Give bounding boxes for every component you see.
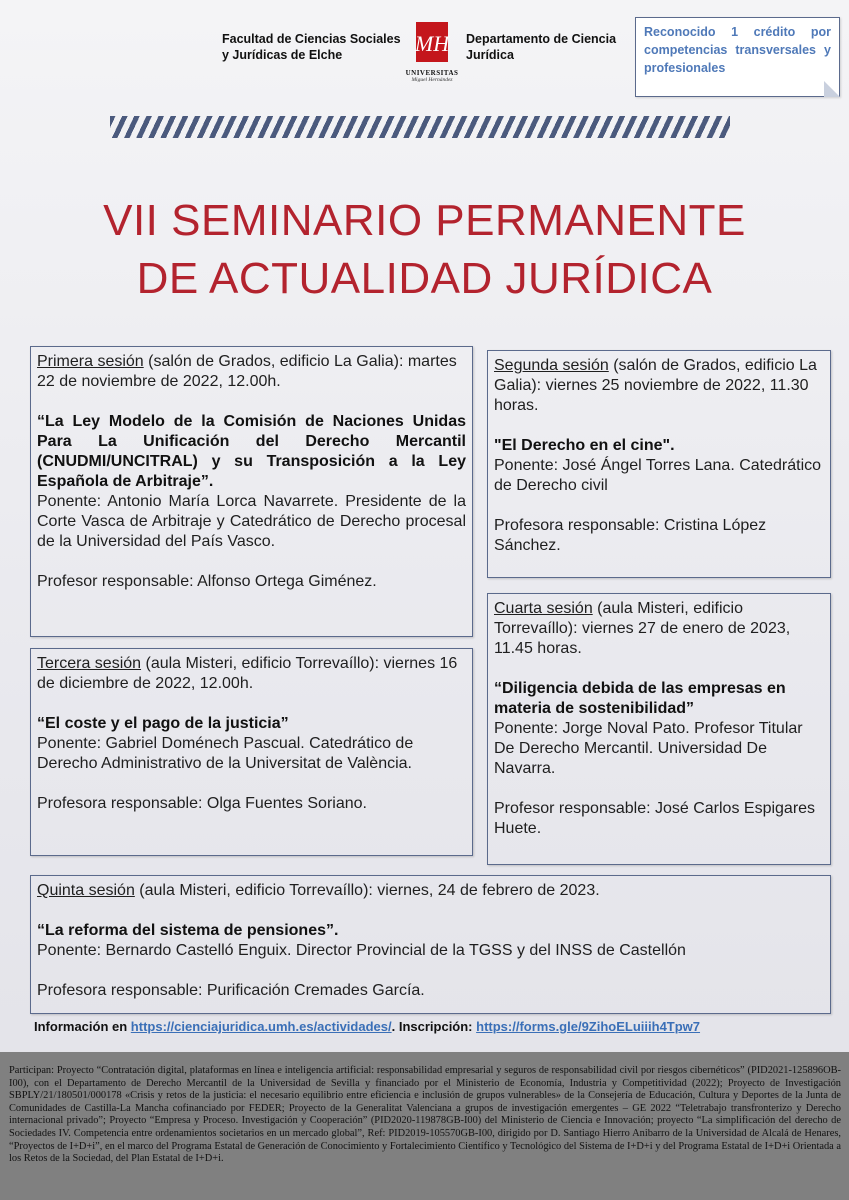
- session-details: (aula Misteri, edificio Torrevaíllo): viernes 27 de enero de 2023, 11.45 horas.: [494, 600, 791, 657]
- signup-link[interactable]: https://forms.gle/9ZihoELuiiih4Tpw7: [476, 1019, 701, 1034]
- session-label: Primera sesión: [37, 353, 144, 370]
- decorative-stripes: [110, 116, 730, 138]
- session-details: (salón de Grados, edificio La Galia): viernes 25 noviembre de 2022, 11.30 horas.: [494, 357, 817, 414]
- university-logo-icon: [410, 20, 454, 64]
- session-responsible: Profesor responsable: José Carlos Espigares Huete.: [494, 800, 816, 837]
- session-speaker: Ponente: José Ángel Torres Lana. Catedrático de Derecho civil: [494, 457, 822, 494]
- credit-badge: [635, 17, 840, 97]
- session-label: Quinta sesión: [37, 882, 135, 899]
- session-speaker: Ponente: Gabriel Doménech Pascual. Catedrático de Derecho Administrativo de la Universitat de València.: [37, 735, 414, 772]
- svg-text:MH: MH: [414, 31, 450, 56]
- session-5: [30, 875, 831, 1014]
- info-prefix: Información en: [34, 1019, 131, 1034]
- faculty-name: Facultad de Ciencias Sociales y Jurídicas de Elche: [222, 32, 401, 62]
- title-line-1: VII SEMINARIO PERMANENTE: [103, 196, 746, 245]
- folded-corner: [824, 81, 840, 97]
- session-responsible: Profesor responsable: Alfonso Ortega Giménez.: [37, 573, 377, 590]
- session-topic: “El coste y el pago de la justicia”: [37, 715, 289, 732]
- session-1: [30, 346, 473, 637]
- session-details: (aula Misteri, edificio Torrevaíllo): viernes, 24 de febrero de 2023.: [134, 882, 600, 899]
- department-name: Departamento de Ciencia Jurídica: [466, 32, 617, 62]
- funding-footer: Participan: Proyecto “Contratación digital, plataformas en línea e inteligencia artificial: responsabilidad empresarial y seguros de responsabilidad civil por riesgos cibernéticos” (PID2021-125896OB-I00), con el Departamento de Derecho Mercantil de la Universidad de Sevilla y financiado por el Ministerio de Economía, Industria y Competitividad (2022); Proyecto de Investigación SBPLY/21/180501/000178 «Crisis y retos de la justicia: el necesario equilibrio entre eficiencia e inclusión de grupos vulnerables» de la Consejería de Educación, Cultura y Deportes de la Junta de Comunidades de Castilla-La Mancha cofinanciado por FEDER; Proyecto de la Generalitat Valenciana a grupos de investigación emergentes – GE 2022 “Teletrabajo transfronterizo y Derecho internacional privado”; Proyecto “Empresa y Proceso. Investigación y Cooperación” (PID2020-119878GB-I00) del Ministerio de Ciencia e Innovación; proyecto “La simplificación del derecho de Sociedades IV. Competencia entre ordenamientos societarios en un mercado global”, Ref: PID2019-105570GB-I00, dirigido por D. Santiago Hierro Anibarro de la Universidad de Alcalá de Henares, “Proyectos de I+D+i”, en el marco del Programa Estatal de Generación de Conocimiento y Fortalecimiento Científico y Tecnológico del Sistema de I+D+i y del Programa Estatal de I+D+i Orientada a los Retos de la Sociedad, del Plan Estatal de I+D+i.: [0, 1052, 849, 1200]
- session-label: Tercera sesión: [37, 655, 142, 672]
- session-topic: "El Derecho en el cine".: [494, 437, 675, 454]
- info-line: [34, 1019, 834, 1034]
- session-2: [487, 350, 831, 578]
- session-responsible: Profesora responsable: Olga Fuentes Soriano.: [37, 795, 367, 812]
- session-details: (salón de Grados, edificio La Galia): martes 22 de noviembre de 2022, 12.00h.: [37, 353, 457, 390]
- session-topic: “La reforma del sistema de pensiones”.: [37, 922, 339, 939]
- university-logo: [404, 20, 460, 92]
- info-middle: . Inscripción:: [391, 1019, 477, 1034]
- title-line-2: DE ACTUALIDAD JURÍDICA: [136, 254, 713, 303]
- session-label: Cuarta sesión: [494, 600, 593, 617]
- session-responsible: Profesora responsable: Cristina López Sánchez.: [494, 517, 767, 554]
- session-details: (aula Misteri, edificio Torrevaíllo): viernes 16 de diciembre de 2022, 12.00h.: [37, 655, 458, 692]
- session-3: [30, 648, 473, 856]
- info-link[interactable]: https://cienciajuridica.umh.es/actividades/: [130, 1019, 392, 1034]
- credit-badge-text: Reconocido 1 crédito por competencias transversales y profesionales: [644, 25, 831, 75]
- session-speaker: Ponente: Jorge Noval Pato. Profesor Titular De Derecho Mercantil. Universidad De Navarra.: [494, 720, 803, 777]
- logo-name: UNIVERSITAS: [405, 69, 459, 77]
- session-speaker: Ponente: Antonio María Lorca Navarrete. Presidente de la Corte Vasca de Arbitraje y Catedrático de Derecho procesal de la Universidad del País Vasco.: [37, 493, 466, 550]
- session-topic: “La Ley Modelo de la Comisión de Naciones Unidas Para La Unificación del Derecho Mercantil (CNUDMI/UNCITRAL) y su Transposición a la Ley Española de Arbitraje”.: [37, 413, 466, 490]
- session-responsible: Profesora responsable: Purificación Cremades García.: [37, 982, 425, 999]
- session-topic: “Diligencia debida de las empresas en materia de sostenibilidad”: [494, 680, 786, 717]
- session-speaker: Ponente: Bernardo Castelló Enguix. Director Provincial de la TGSS y del INSS de Castellón: [37, 942, 686, 959]
- seminar-title: [0, 192, 849, 308]
- session-4: [487, 593, 831, 865]
- session-label: Segunda sesión: [494, 357, 609, 374]
- logo-subtitle: Miguel Hernández: [411, 77, 453, 83]
